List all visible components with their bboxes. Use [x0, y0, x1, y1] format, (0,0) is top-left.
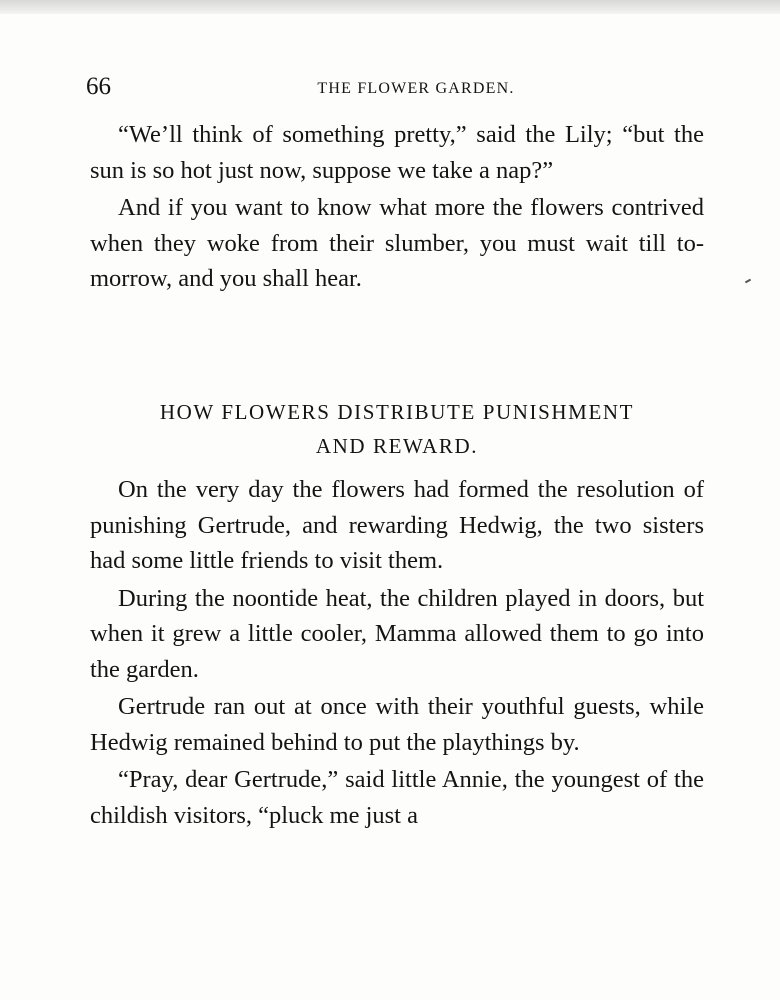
- chapter-heading-line: AND REWARD.: [315, 434, 479, 458]
- running-title: THE FLOWER GARDEN.: [317, 80, 515, 97]
- chapter-heading-line: HOW FLOWERS DISTRIBUTE PUNISHMENT: [159, 400, 635, 424]
- paragraph: And if you want to know what more the flowers contrived when they woke from their slumber, you must wait till to-morrow, and you shall hear.: [90, 194, 704, 292]
- margin-mark: [745, 279, 751, 284]
- page-number: 66: [86, 73, 111, 100]
- paragraph: “Pray, dear Gertrude,” said little Annie, the youngest of the childish visitors, “pluck me just a: [90, 766, 704, 829]
- chapter-heading: [90, 395, 704, 463]
- chapter-text: [90, 472, 704, 833]
- page-top-edge: [0, 0, 780, 14]
- paragraph: On the very day the flowers had formed the resolution of punishing Gertrude, and rewarding Hedwig, the two sisters had some little friends to visit them.: [90, 476, 704, 574]
- paragraph: During the noontide heat, the children played in doors, but when it grew a little cooler, Mamma allowed them to go into the garden.: [90, 584, 704, 683]
- paragraph: “We’ll think of something pretty,” said the Lily; “but the sun is so hot just now, suppose we take a nap?”: [90, 121, 704, 184]
- first-section-text: [90, 117, 704, 297]
- paragraph: Gertrude ran out at once with their youthful guests, while Hedwig remained behind to put the playthings by.: [90, 693, 704, 756]
- running-head: [86, 70, 706, 104]
